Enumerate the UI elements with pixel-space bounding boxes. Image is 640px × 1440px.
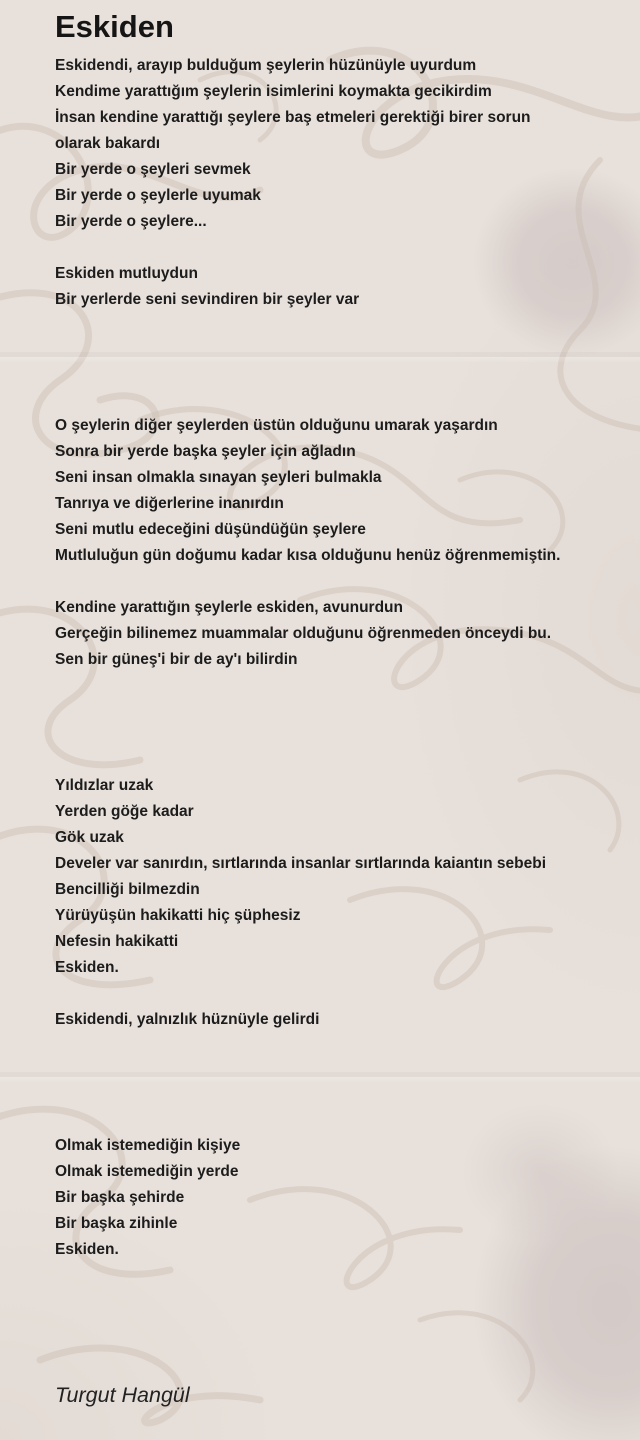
poem-title: Eskiden (55, 9, 174, 44)
stanza (55, 773, 640, 981)
poem-line: Bir yerde o şeyleri sevmek (55, 161, 251, 178)
poem-line: O şeylerin diğer şeylerden üstün olduğunu umarak yaşardın (55, 417, 498, 434)
poem-line: Sen bir güneş'i bir de ay'ı bilirdin (55, 651, 298, 668)
poem-line: Yürüyüşün hakikatti hiç şüphesiz (55, 907, 301, 924)
poem-line: Tanrıya ve diğerlerine inanırdın (55, 495, 284, 512)
poem-line: Kendine yarattığın şeylerle eskiden, avunurdun (55, 599, 403, 616)
stanza (55, 53, 640, 235)
poem-line: İnsan kendine yarattığı şeylere baş etmeleri gerektiği birer sorun (55, 109, 531, 126)
stanza (55, 1133, 640, 1263)
stanza (55, 595, 640, 673)
poem-line: Bir yerde o şeylerle uyumak (55, 187, 261, 204)
poem-line: Eskiden. (55, 1241, 119, 1258)
poem-line: Eskidendi, yalnızlık hüznüyle gelirdi (55, 1011, 320, 1028)
poem-line: Bir başka şehirde (55, 1189, 185, 1206)
poem-author-signature: Turgut Hangül (55, 1383, 190, 1407)
poem-line: Mutluluğun gün doğumu kadar kısa olduğunu henüz öğrenmemiştin. (55, 547, 561, 564)
poem-line: Seni mutlu edeceğini düşündüğün şeylere (55, 521, 366, 538)
poem-line: Sonra bir yerde başka şeyler için ağladın (55, 443, 356, 460)
poem-line: Kendime yarattığım şeylerin isimlerini koymakta gecikirdim (55, 83, 492, 100)
poem-line: Eskiden mutluydun (55, 265, 198, 282)
poem-line: Develer var sanırdın, sırtlarında insanlar sırtlarında kaiantın sebebi (55, 855, 547, 872)
poem-line: olarak bakardı (55, 135, 161, 152)
poem-line: Nefesin hakikatti (55, 933, 179, 950)
poem-line: Bir yerde o şeylere... (55, 213, 207, 230)
poem-line: Bir başka zihinle (55, 1215, 178, 1232)
stanza (55, 1007, 640, 1033)
poem-line: Bir yerlerde seni sevindiren bir şeyler var (55, 291, 360, 308)
poem-line: Seni insan olmakla sınayan şeyleri bulmakla (55, 469, 382, 486)
poem-line: Eskiden. (55, 959, 119, 976)
poem-line: Yıldızlar uzak (55, 777, 154, 794)
poem-line: Eskidendi, arayıp bulduğum şeylerin hüzünüyle uyurdum (55, 57, 477, 74)
poem-line: Olmak istemediğin kişiye (55, 1137, 241, 1154)
poem-body (55, 53, 640, 1263)
poem-line: Gök uzak (55, 829, 124, 846)
poem-line: Gerçeğin bilinemez muammalar olduğunu öğrenmeden önceydi bu. (55, 625, 552, 642)
stanza (55, 413, 640, 569)
poem-line: Bencilliği bilmezdin (55, 881, 200, 898)
stanza (55, 261, 640, 313)
poem-line: Yerden göğe kadar (55, 803, 194, 820)
poem-line: Olmak istemediğin yerde (55, 1163, 239, 1180)
